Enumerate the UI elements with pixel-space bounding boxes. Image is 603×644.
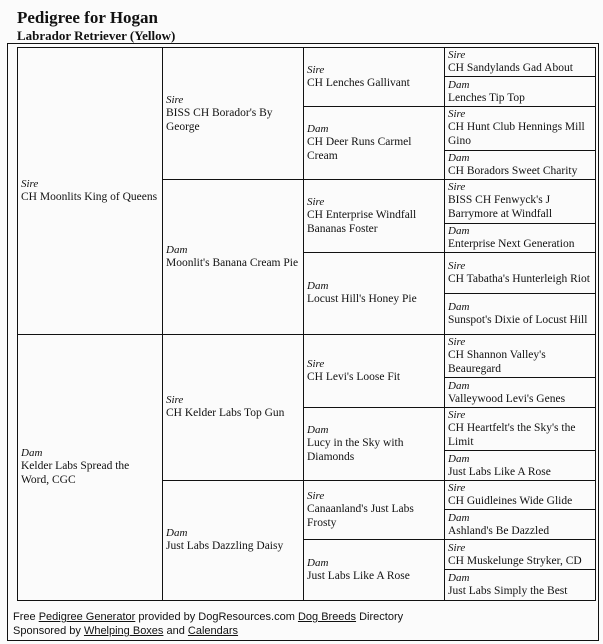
dam-sire-sire-cell: [304, 334, 445, 407]
role-label: Dam: [448, 225, 470, 238]
pedigree-table: [17, 47, 596, 601]
role-label: Dam: [448, 78, 470, 91]
dog-name: CH Levi's Loose Fit: [307, 370, 401, 383]
role-label: Dam: [448, 379, 470, 392]
dog-name: CH Heartfelt's the Sky's the Limit: [448, 422, 576, 449]
dam-sire-cell: [163, 334, 304, 480]
dog-name: Just Labs Like A Rose: [448, 465, 551, 478]
footer-text: Sponsored by: [13, 625, 84, 637]
dog-name: CH Hunt Club Hennings Mill Gino: [448, 121, 585, 148]
dog-name: Lenches Tip Top: [448, 91, 525, 104]
footer-text: and: [163, 625, 188, 637]
g4-cell: [445, 180, 596, 224]
g4-cell: [445, 480, 596, 509]
g4-cell: [445, 451, 596, 480]
role-label: Sire: [448, 108, 466, 121]
role-label: Dam: [307, 280, 329, 293]
page-subtitle: Labrador Retriever (Yellow): [17, 28, 176, 43]
footer-text: Free: [13, 611, 39, 623]
dog-name: CH Enterprise Windfall Bananas Foster: [307, 209, 417, 236]
sire-dam-sire-cell: [304, 180, 445, 253]
role-label: Sire: [448, 541, 466, 554]
footer: [13, 610, 403, 638]
g4-cell: [445, 293, 596, 334]
dog-name: Enterprise Next Generation: [448, 238, 575, 251]
sire-sire-sire-cell: [304, 48, 445, 107]
sire-sire-dam-cell: [304, 106, 445, 179]
role-label: Sire: [307, 196, 325, 209]
g4-cell: [445, 539, 596, 569]
role-label: Sire: [448, 335, 466, 348]
sire-sire-cell: [163, 48, 304, 180]
role-label: Dam: [448, 452, 470, 465]
g4-cell: [445, 407, 596, 451]
role-label: Dam: [307, 556, 329, 569]
sire-dam-dam-cell: [304, 253, 445, 334]
g4-cell: [445, 334, 596, 378]
footer-text: Directory: [356, 611, 404, 623]
dog-name: CH Kelder Labs Top Gun: [166, 407, 285, 420]
dog-name: CH Sandylands Gad About: [448, 62, 573, 75]
role-label: Dam: [448, 511, 470, 524]
role-label: Sire: [166, 93, 184, 106]
dam-cell: [18, 334, 163, 600]
dam-sire-dam-cell: [304, 407, 445, 480]
dog-name: CH Tabatha's Hunterleigh Riot: [448, 273, 590, 286]
role-label: Sire: [307, 63, 325, 76]
role-label: Dam: [307, 123, 329, 136]
dog-name: Lucy in the Sky with Diamonds: [307, 436, 404, 463]
dog-name: Moonlit's Banana Cream Pie: [166, 256, 299, 269]
role-label: Sire: [21, 177, 39, 190]
role-label: Dam: [448, 151, 470, 164]
dam-dam-dam-cell: [304, 539, 445, 600]
dog-name: Just Labs Simply the Best: [448, 585, 568, 598]
dog-name: CH Guidleines Wide Glide: [448, 495, 573, 508]
g4-cell: [445, 223, 596, 252]
footer-text: provided by DogResources.com: [135, 611, 298, 623]
role-label: Dam: [448, 572, 470, 585]
g4-cell: [445, 253, 596, 294]
role-label: Dam: [166, 527, 188, 540]
sire-cell: [18, 48, 163, 335]
role-label: Dam: [448, 300, 470, 313]
dog-name: CH Moonlits King of Queens: [21, 190, 158, 203]
role-label: Sire: [448, 482, 466, 495]
dog-name: Locust Hill's Honey Pie: [307, 293, 417, 306]
page-title: Pedigree for Hogan: [17, 8, 159, 27]
dog-name: CH Shannon Valley's Beauregard: [448, 348, 546, 375]
role-label: Sire: [448, 181, 466, 194]
role-label: Dam: [21, 447, 43, 460]
dog-name: Sunspot's Dixie of Locust Hill: [448, 313, 588, 326]
footer-line-2: [13, 624, 403, 638]
dog-breeds-link[interactable]: Dog Breeds: [297, 611, 357, 623]
dog-name: CH Deer Runs Carmel Cream: [307, 136, 412, 163]
footer-line-1: [13, 610, 403, 624]
sire-dam-cell: [163, 180, 304, 334]
role-label: Sire: [307, 489, 325, 502]
dam-dam-cell: [163, 480, 304, 600]
g4-cell: [445, 510, 596, 539]
role-label: Dam: [166, 243, 188, 256]
dog-name: BISS CH Fenwyck's J Barrymore at Windfall: [448, 194, 553, 221]
dog-name: Just Labs Like A Rose: [307, 569, 410, 582]
role-label: Sire: [448, 409, 466, 422]
dog-name: Ashland's Be Dazzled: [448, 524, 550, 537]
g4-cell: [445, 150, 596, 179]
role-label: Sire: [166, 394, 184, 407]
g4-cell: [445, 48, 596, 77]
pedigree-frame: [7, 43, 599, 641]
dog-name: Valleywood Levi's Genes: [448, 392, 566, 405]
calendars-link[interactable]: Calendars: [187, 625, 239, 637]
dog-name: Kelder Labs Spread the Word, CGC: [21, 460, 130, 487]
dog-name: BISS CH Borador's By George: [166, 106, 273, 133]
dog-name: CH Boradors Sweet Charity: [448, 164, 578, 177]
dam-dam-sire-cell: [304, 480, 445, 539]
g4-cell: [445, 570, 596, 601]
dog-name: CH Lenches Gallivant: [307, 76, 410, 89]
dog-name: Just Labs Dazzling Daisy: [166, 540, 284, 553]
pedigree-generator-link[interactable]: Pedigree Generator: [38, 611, 136, 623]
role-label: Sire: [448, 49, 466, 62]
dog-name: Canaanland's Just Labs Frosty: [307, 502, 414, 529]
dog-name: CH Muskelunge Stryker, CD: [448, 554, 582, 567]
role-label: Dam: [307, 423, 329, 436]
whelping-boxes-link[interactable]: Whelping Boxes: [83, 625, 164, 637]
g4-cell: [445, 106, 596, 150]
g4-cell: [445, 378, 596, 407]
g4-cell: [445, 77, 596, 106]
role-label: Sire: [307, 357, 325, 370]
role-label: Sire: [448, 260, 466, 273]
